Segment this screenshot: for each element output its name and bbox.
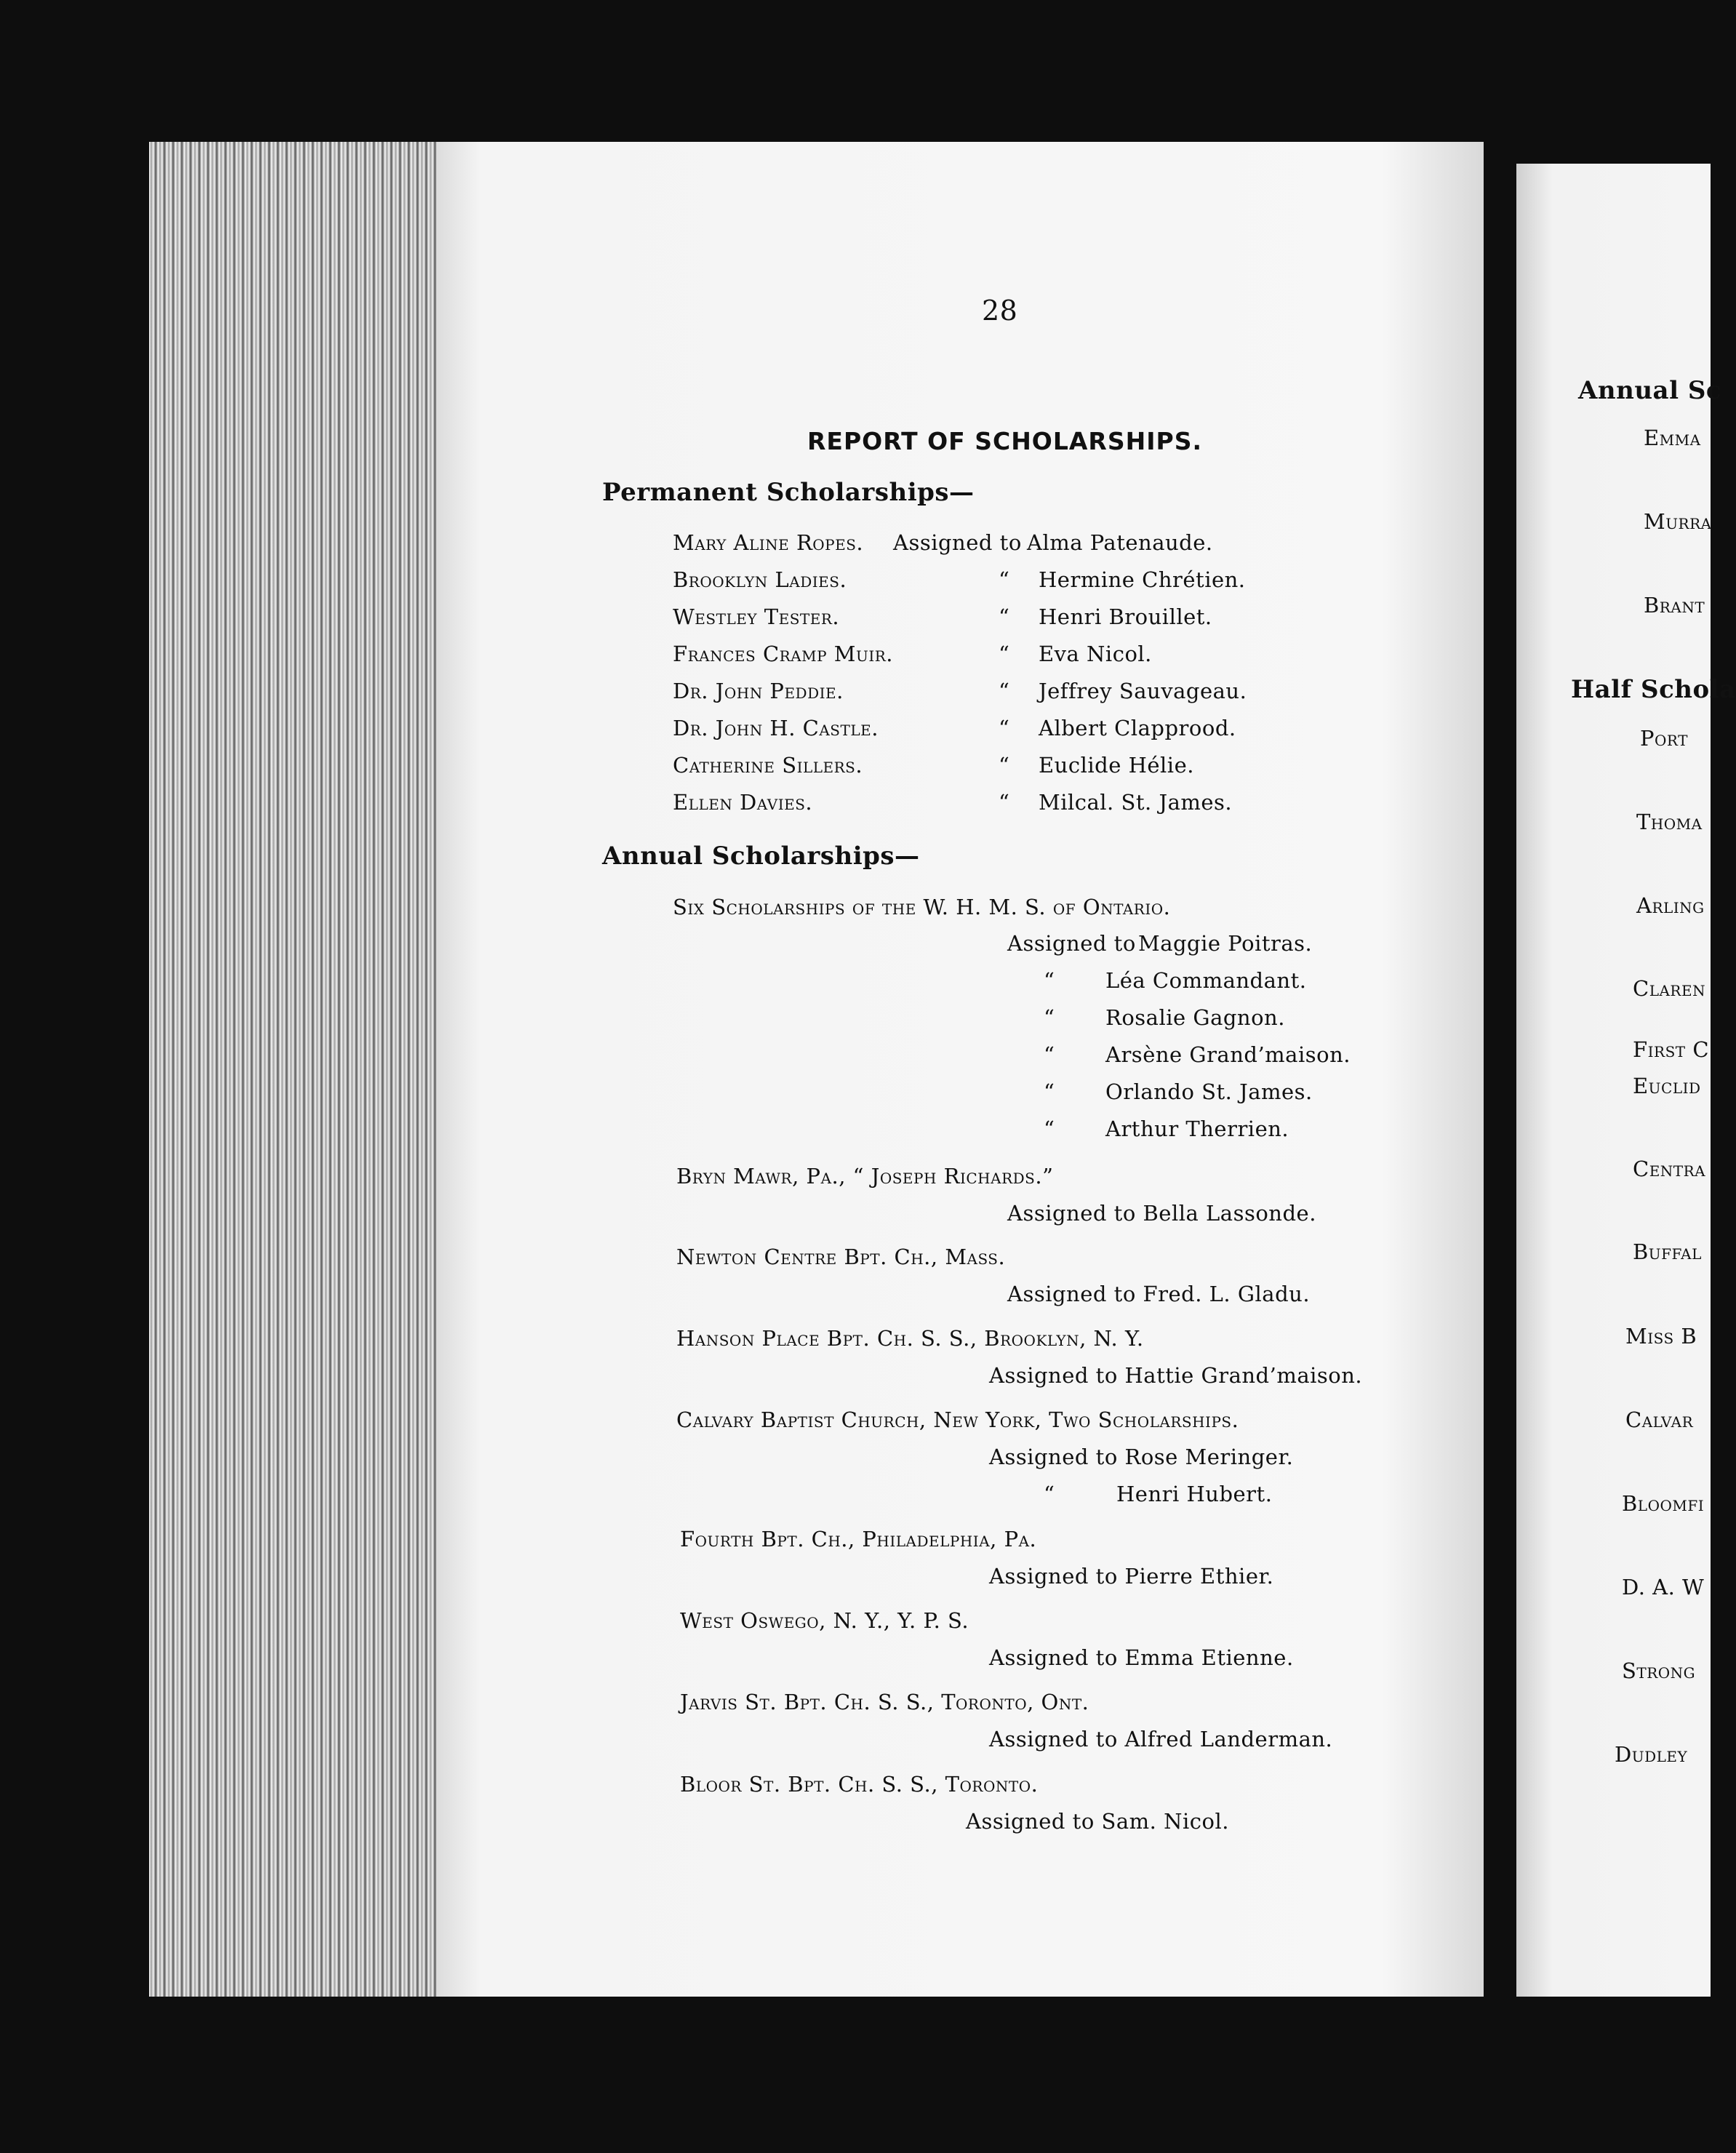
ditto-mark: “ (999, 716, 1010, 740)
recipient-name: Albert Clapprood. (1039, 716, 1236, 740)
section-heading-permanent: Permanent Scholarships— (602, 478, 975, 507)
ditto-mark: “ (999, 604, 1010, 629)
right-item: Miss B (1625, 1324, 1697, 1349)
donor-name: Dr. John Peddie. (673, 679, 844, 703)
right-item: First C (1633, 1037, 1710, 1062)
left-page (436, 142, 1484, 1997)
assignment-line: Assigned to Sam. Nicol. (966, 1809, 1229, 1834)
right-page-partial (1516, 164, 1736, 1997)
assigned-label: Assigned to (893, 530, 1022, 555)
recipient-name: Euclide Hélie. (1039, 753, 1194, 778)
right-item: Buffal (1633, 1239, 1702, 1264)
ditto-mark: “ (1044, 1117, 1055, 1141)
recipient-name: Rosalie Gagnon. (1105, 1005, 1285, 1030)
right-heading-half: Half Schola (1571, 675, 1736, 704)
ditto-mark: “ (1044, 1042, 1055, 1067)
assignment-line: Assigned to Bella Lassonde. (1007, 1201, 1316, 1226)
right-item: Strong (1622, 1658, 1696, 1683)
assignment-line: Assigned to Rose Meringer. (989, 1445, 1294, 1469)
right-item: Dudley (1615, 1742, 1688, 1767)
assigned-label: Assigned to (1007, 931, 1136, 956)
donor-name: Bryn Mawr, Pa., “ Joseph Richards.” (676, 1164, 1054, 1189)
recipient-name: Alma Patenaude. (1027, 530, 1213, 555)
ditto-mark: “ (1044, 1079, 1055, 1104)
recipient-name: Eva Nicol. (1039, 642, 1152, 666)
donor-name: Fourth Bpt. Ch., Philadelphia, Pa. (680, 1527, 1037, 1551)
ditto-mark: “ (999, 790, 1010, 815)
donor-name: Dr. John H. Castle. (673, 716, 879, 740)
right-item: Emma (1644, 426, 1701, 450)
book-page-edges (149, 142, 455, 1997)
ditto-mark: “ (999, 642, 1010, 666)
donor-name: Ellen Davies. (673, 790, 813, 815)
right-item: Thoma (1636, 810, 1703, 834)
page-title: REPORT OF SCHOLARSHIPS. (807, 427, 1202, 455)
right-item: Port (1640, 726, 1688, 751)
recipient-name: Jeffrey Sauvageau. (1039, 679, 1247, 703)
right-heading-annual: Annual Sc (1578, 376, 1722, 405)
right-item: Arling (1636, 893, 1705, 918)
right-item: Murra (1644, 509, 1712, 534)
section-heading-annual: Annual Scholarships— (602, 842, 920, 871)
donor-name: Hanson Place Bpt. Ch. S. S., Brooklyn, N. Y. (676, 1326, 1144, 1351)
recipient-name: Maggie Poitras. (1138, 931, 1313, 956)
recipient-name: Arthur Therrien. (1105, 1117, 1289, 1141)
right-item: Centra (1633, 1157, 1706, 1181)
donor-name: Mary Aline Ropes. (673, 530, 864, 555)
assignment-line: Assigned to Emma Etienne. (989, 1645, 1294, 1670)
donor-name: Newton Centre Bpt. Ch., Mass. (676, 1245, 1006, 1269)
ditto-mark: “ (1044, 1482, 1055, 1506)
assignment-line: Assigned to Fred. L. Gladu. (1007, 1282, 1311, 1306)
donor-name: Jarvis St. Bpt. Ch. S. S., Toronto, Ont. (680, 1690, 1089, 1714)
recipient-name: Henri Hubert. (1116, 1482, 1273, 1506)
donor-name: Catherine Sillers. (673, 753, 863, 778)
donor-name: Westley Tester. (673, 604, 840, 629)
assignment-line: Assigned to Pierre Ethier. (989, 1564, 1274, 1589)
right-item: Calvar (1625, 1407, 1694, 1432)
ditto-mark: “ (999, 567, 1010, 592)
right-item: Bloomfi (1622, 1491, 1705, 1516)
right-item: Brant (1644, 593, 1705, 618)
page-number: 28 (982, 295, 1018, 327)
donor-name: Six Scholarships of the W. H. M. S. of Ontario. (673, 895, 1171, 919)
donor-name: West Oswego, N. Y., Y. P. S. (680, 1608, 969, 1633)
right-item: Claren (1633, 976, 1706, 1001)
recipient-name: Arsène Grand’maison. (1105, 1042, 1351, 1067)
ditto-mark: “ (999, 753, 1010, 778)
recipient-name: Henri Brouillet. (1039, 604, 1212, 629)
recipient-name: Orlando St. James. (1105, 1079, 1313, 1104)
right-item: D. A. W (1622, 1575, 1705, 1599)
ditto-mark: “ (999, 679, 1010, 703)
recipient-name: Hermine Chrétien. (1039, 567, 1246, 592)
donor-name: Bloor St. Bpt. Ch. S. S., Toronto. (680, 1772, 1039, 1797)
donor-name: Frances Cramp Muir. (673, 642, 894, 666)
donor-name: Calvary Baptist Church, New York, Two Scholarships. (676, 1407, 1239, 1432)
assignment-line: Assigned to Hattie Grand’maison. (989, 1363, 1363, 1388)
assignment-line: Assigned to Alfred Landerman. (989, 1727, 1333, 1751)
recipient-name: Milcal. St. James. (1039, 790, 1233, 815)
ditto-mark: “ (1044, 1005, 1055, 1030)
right-item: Euclid (1633, 1074, 1701, 1098)
recipient-name: Léa Commandant. (1105, 968, 1307, 993)
ditto-mark: “ (1044, 968, 1055, 993)
donor-name: Brooklyn Ladies. (673, 567, 847, 592)
